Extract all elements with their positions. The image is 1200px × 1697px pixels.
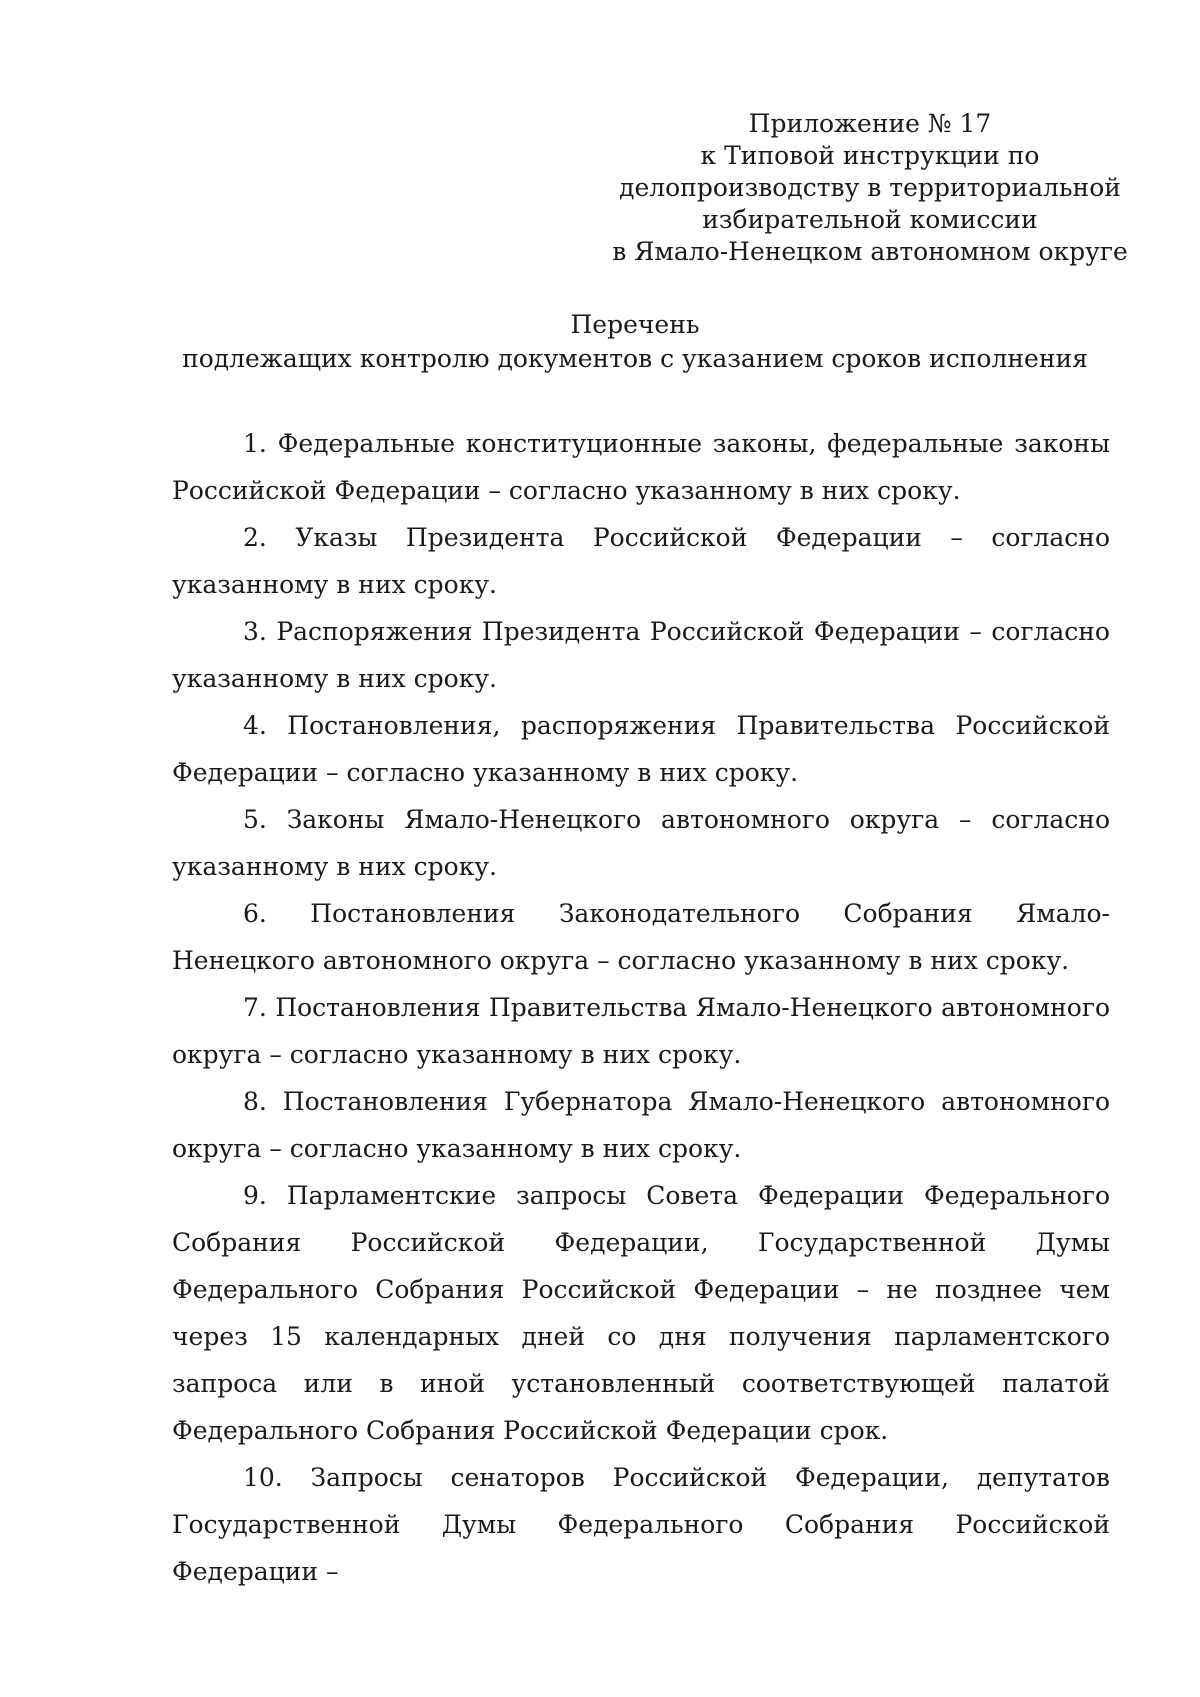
title-subheading: подлежащих контролю документов с указанием сроков исполнения [182, 344, 1088, 373]
list-item: 4. Постановления, распоряжения Правительства Российской Федерации – согласно указанному в них сроку. [172, 711, 1110, 787]
list-item: 9. Парламентские запросы Совета Федерации Федерального Собрания Российской Федерации, Государственной Думы Федерального Собрания Российской Федерации – не позднее чем через 15 календарных дней со дня получения парламентского запроса или в иной установленный соответствующей палатой Федерального Собрания Российской Федерации срок. [172, 1181, 1110, 1445]
title-heading: Перечень [570, 310, 700, 339]
list-item: 8. Постановления Губернатора Ямало-Ненецкого автономного округа – согласно указанному в них сроку. [172, 1087, 1110, 1163]
list-item: 6. Постановления Законодательного Собрания Ямало-Ненецкого автономного округа – согласно указанному в них сроку. [172, 899, 1110, 975]
appendix-header [600, 108, 1140, 268]
appendix-number: Приложение № 17 [748, 109, 992, 138]
list-item: 5. Законы Ямало-Ненецкого автономного округа – согласно указанному в них сроку. [172, 805, 1110, 881]
appendix-line: избирательной комиссии [702, 205, 1038, 234]
appendix-line: к Типовой инструкции по [700, 141, 1040, 170]
document-body [172, 420, 1110, 1595]
appendix-line: делопроизводству в территориальной [619, 173, 1121, 202]
document-title [0, 308, 1200, 376]
list-item: 2. Указы Президента Российской Федерации – согласно указанному в них сроку. [172, 523, 1110, 599]
list-item: 3. Распоряжения Президента Российской Федерации – согласно указанному в них сроку. [172, 617, 1110, 693]
list-item: 1. Федеральные конституционные законы, федеральные законы Российской Федерации – согласно указанному в них сроку. [172, 429, 1110, 505]
list-item: 10. Запросы сенаторов Российской Федерации, депутатов Государственной Думы Федерального Собрания Российской Федерации – [172, 1463, 1110, 1586]
list-item: 7. Постановления Правительства Ямало-Ненецкого автономного округа – согласно указанному в них сроку. [172, 993, 1110, 1069]
appendix-line: в Ямало-Ненецком автономном округе [612, 237, 1128, 266]
